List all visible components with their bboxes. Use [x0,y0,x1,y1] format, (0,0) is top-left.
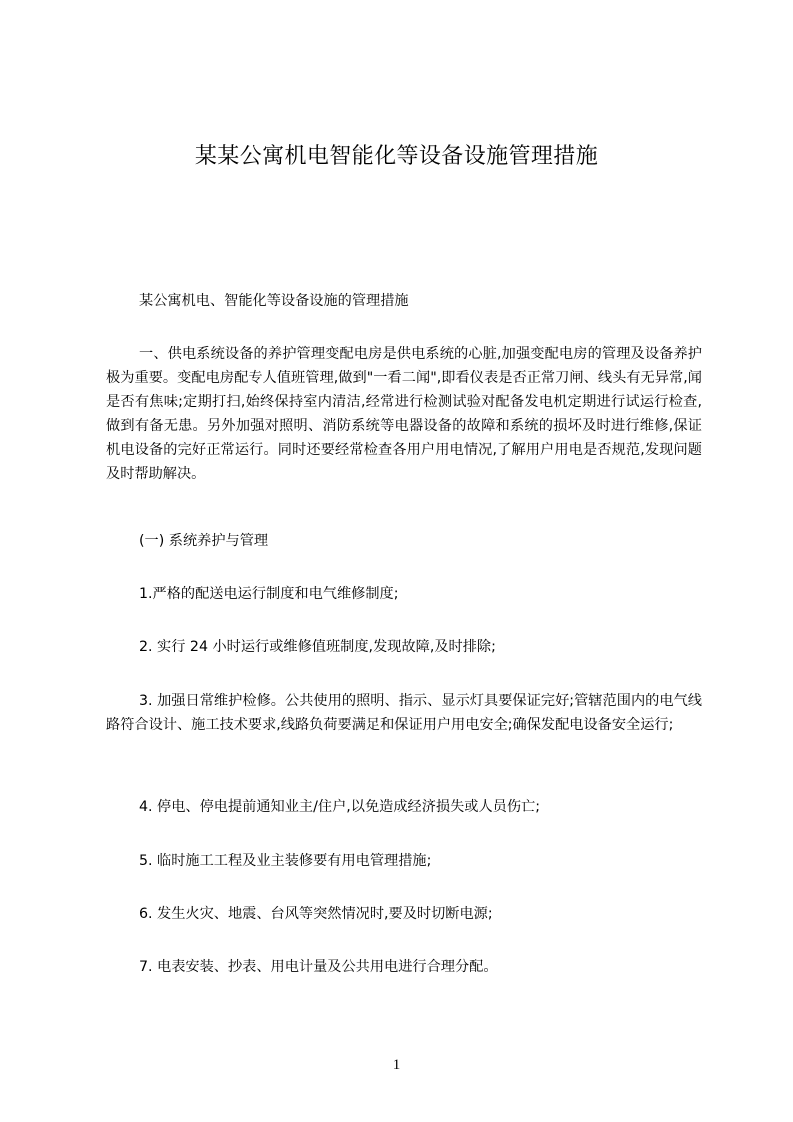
page-number: 1 [392,1057,401,1073]
section-heading: (一) 系统养护与管理 [139,533,269,549]
list-item-6: 6. 发生火灾、地震、台风等突然情况时,要及时切断电源; [139,906,493,922]
subtitle: 某公寓机电、智能化等设备设施的管理措施 [139,293,409,309]
paragraph-power-supply: 一、供电系统设备的养护管理变配电房是供电系统的心脏,加强变配电房的管理及设备养护极为重要。变配电房配专人值班管理,做到"一看二闻",即看仪表是否正常刀闸、线头有无异常,闻是否有焦味;定期打扫,始终保持室内清洁,经常进行检测试验对配备发电机定期进行试运行检查,做到有备无患。另外加强对照明、消防系统等电器设备的故障和系统的损坏及时进行维修,保证机电设备的完好正常运行。同时还要经常检查各用户用电情况,了解用户用电是否规范,发现问题及时帮助解决。 [106,346,702,482]
list-item-1: 1.严格的配送电运行制度和电气维修制度; [139,586,399,602]
list-item-2: 2. 实行 24 小时运行或维修值班制度,发现故障,及时排除; [139,639,496,655]
list-item-4: 4. 停电、停电提前通知业主/住户,以免造成经济损失或人员伤亡; [139,799,540,815]
list-item-7: 7. 电表安装、抄表、用电计量及公共用电进行合理分配。 [139,959,498,975]
document-title: 某某公寓机电智能化等设备设施管理措施 [194,144,599,169]
list-item-3: 3. 加强日常维护检修。公共使用的照明、指示、显示灯具要保证完好;管辖范围内的电气线路符合设计、施工技术要求,线路负荷要满足和保证用户用电安全;确保发配电设备安全运行; [106,693,702,733]
list-item-5: 5. 临时施工工程及业主装修要有用电管理措施; [139,853,432,869]
